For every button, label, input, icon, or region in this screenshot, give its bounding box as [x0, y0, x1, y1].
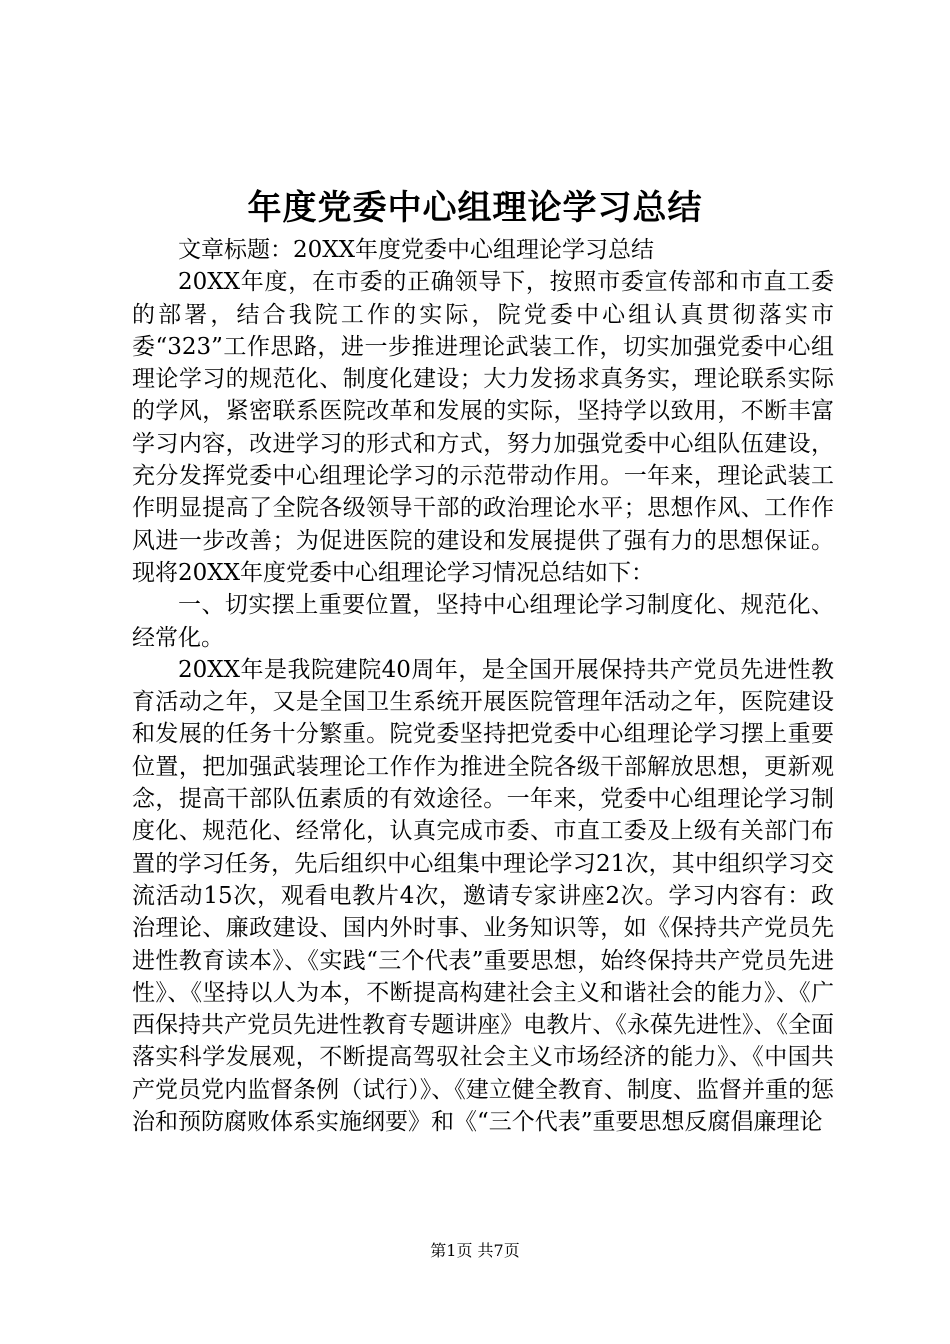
paragraph-intro: 20XX年度，在市委的正确领导下，按照市委宣传部和市直工委的部署，结合我院工作的实际，院党委中心组认真贯彻落实市委“323”工作思路，进一步推进理论武装工作，切实加强党委中心组理论学习的规范化、制度化建设；大力发扬求真务实，理论联系实际的学风，紧密联系医院改革和发展的实际，坚持学以致用，不断丰富学习内容，改进学习的形式和方式，努力加强党委中心组队伍建设，充分发挥党委中心组理论学习的示范带动作用。一年来，理论武装工作明显提高了全院各级领导干部的政治理论水平；思想作风、工作作风进一步改善；为促进医院的建设和发展提供了强有力的思想保证。现将20XX年度党委中心组理论学习情况总结如下：	[132, 269, 834, 586]
page-number-footer: 第1页 共7页	[430, 1241, 520, 1260]
document-body	[132, 234, 834, 1138]
document-title: 年度党委中心组理论学习总结	[247, 188, 703, 228]
article-title-line: 文章标题：20XX年度党委中心组理论学习总结	[178, 237, 655, 263]
paragraph-section-1: 20XX年是我院建院40周年，是全国开展保持共产党员先进性教育活动之年，又是全国卫生系统开展医院管理年活动之年，医院建设和发展的任务十分繁重。院党委坚持把党委中心组理论学习摆上重要位置，把加强武装理论工作作为推进全院各级干部解放思想，更新观念，提高干部队伍素质的有效途径。一年来，党委中心组理论学习制度化、规范化、经常化，认真完成市委、市直工委及上级有关部门布置的学习任务，先后组织中心组集中理论学习21次，其中组织学习交流活动15次，观看电教片4次，邀请专家讲座2次。学习内容有：政治理论、廉政建设、国内外时事、业务知识等，如《保持共产党员先进性教育读本》、《实践“三个代表”重要思想，始终保持共产党员先进性》、《坚持以人为本，不断提高构建社会主义和谐社会的能力》、《广西保持共产党员先进性教育专题讲座》电教片、《永葆先进性》、《全面落实科学发展观，不断提高驾驭社会主义市场经济的能力》、《中国共产党员党内监督条例（试行）》、《建立健全教育、制度、监督并重的惩治和预防腐败体系实施纲要》和《“三个代表”重要思想反腐倡廉理论	[132, 656, 834, 1136]
section-heading-1: 一、切实摆上重要位置，坚持中心组理论学习制度化、规范化、经常化。	[132, 592, 834, 651]
